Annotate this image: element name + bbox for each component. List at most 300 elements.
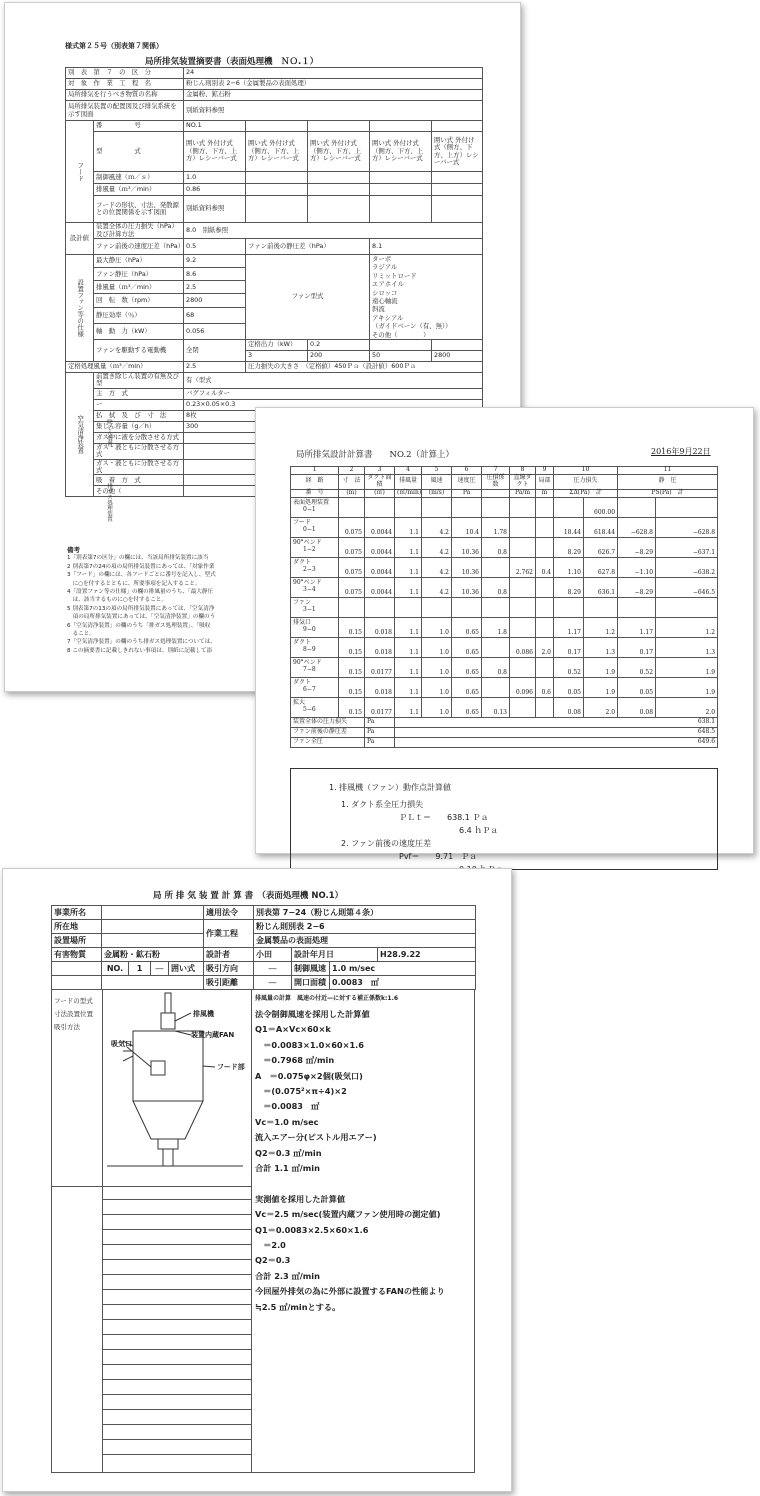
designer-value: 小田 — [254, 948, 292, 962]
calc-cell: 0.075 — [339, 517, 365, 537]
sub-header: (㎥/min) — [395, 489, 422, 497]
calc-line: ＝0.7968 ㎥/min — [255, 1055, 335, 1066]
no-label: NO. — [102, 962, 129, 976]
dust-row-label: ー — [94, 399, 184, 410]
row-value: 24 — [184, 68, 483, 79]
calc-cell: 0.52 — [554, 657, 584, 677]
route-name: 90°ベンド — [293, 579, 322, 587]
hood-type: 囲い式 外付け式（側方、下方、上方）レシーバー式 — [246, 132, 308, 172]
col-header: 圧損係数 — [482, 475, 510, 490]
calc-cell: 0.65 — [452, 677, 482, 697]
calc-cell: 0.08 — [554, 697, 584, 717]
hood-no-label: 番 号 — [94, 121, 184, 132]
total-value: 648.5 — [395, 727, 718, 737]
route-cell — [291, 537, 339, 557]
calc-cell: 1.1 — [395, 677, 422, 697]
note-line: 8 この摘要書に記載しきれない事項は、別紙に記載して添 — [67, 647, 213, 654]
calc-cell: 2.0 — [656, 697, 718, 717]
calc-cell: 1.1 — [395, 577, 422, 597]
sheet3-title: 局 所 排 気 装 置 計 算 書 （表面処理機 NO.1） — [153, 891, 344, 901]
calc-cell: 0.8 — [482, 537, 510, 557]
diagram-label-inlet: 吸気口 — [111, 1040, 132, 1048]
fan-row-label: 排風量（ｍ³／min） — [94, 281, 184, 294]
calc-cell: 0.13 — [482, 697, 510, 717]
calc-line — [255, 1176, 445, 1191]
route-name: ファン — [293, 599, 311, 607]
col-num: 11 — [618, 467, 718, 475]
calc-cell — [482, 557, 510, 577]
fan-row-value: 2800 — [184, 294, 246, 307]
total-unit: Pa — [365, 727, 395, 737]
sub-header: Pa/m — [510, 489, 536, 497]
row-label: 局所排気装置の配置図及び排気系統を示す図面 — [66, 101, 184, 121]
calc-cell: 4.2 — [422, 577, 452, 597]
route-cell — [291, 637, 339, 657]
design-vp-label: ファン前後の速度圧差（hPa） — [94, 239, 184, 255]
col-header: 排風量 — [395, 475, 422, 490]
calc-cell — [339, 497, 365, 517]
flow-calc-title: 排風量の計算 風速の付近—に対する補正係数k:1.6 — [255, 995, 399, 1002]
calc-cell: 4.2 — [422, 517, 452, 537]
route-cell — [291, 497, 339, 517]
design-sp-label: ファン前後の静圧差（hPa） — [246, 239, 370, 255]
hood-velocity-label: 制御風速（ｍ／ｓ） — [94, 172, 184, 184]
calc-cell — [510, 497, 536, 517]
calc-line: 法令制御風速を採用した計算値 — [255, 1009, 370, 1019]
sub-header: PS(Pa) 計 — [618, 489, 718, 497]
sub-header: m — [536, 489, 554, 497]
col-header: 風速 — [422, 475, 452, 490]
calc-row — [291, 677, 718, 697]
calc-cell: −638.2 — [656, 557, 718, 577]
fan-type: エアホイル — [372, 280, 404, 289]
motor-rpm: 2800 — [432, 351, 483, 362]
calc-cell — [422, 597, 452, 617]
design-vp: 0.5 — [184, 239, 246, 255]
calc-row — [291, 637, 718, 657]
calc-value: ＰＬｔ＝ 638.1 Ｐａ — [399, 813, 489, 822]
calc-row — [291, 597, 718, 617]
calc-value: Pvf＝ 9.71 Ｐａ — [399, 852, 478, 861]
route-number: 0−1 — [303, 526, 316, 534]
calc-cell: 627.8 — [584, 557, 618, 577]
fan-type: 遠心軸流 — [372, 297, 398, 306]
exhaust-calc-sheet — [2, 868, 512, 1492]
calc-cell: 1.2 — [584, 617, 618, 637]
fan-type-label: ファン型式 — [246, 255, 370, 340]
calc-cell: 1.78 — [482, 517, 510, 537]
exhaust-fan-box — [161, 1013, 175, 1029]
route-cell — [291, 577, 339, 597]
fan-type-list — [370, 255, 483, 340]
calc-line: ＝(0.075²×π÷4)×2 — [255, 1086, 347, 1097]
notes-block — [67, 546, 216, 655]
calc-row — [291, 537, 718, 557]
calc-step: 2. ファン前後の速度圧差 — [341, 839, 432, 848]
dust-row-value: 8枚 — [184, 410, 483, 421]
row-label: 対 象 作 業 工 程 名 — [66, 79, 184, 90]
gas-row: ガス・液ともに分散させる方式 — [94, 459, 184, 475]
route-name: フード — [293, 519, 311, 527]
calc-cell: 0.8 — [482, 657, 510, 677]
calc-cell — [365, 497, 395, 517]
motor-kw: 0.2 — [308, 340, 370, 351]
col-num: 4 — [395, 467, 422, 475]
calc-cell — [536, 617, 554, 637]
note-line: に○を付するとともに、所要事項を記入すること。 — [67, 580, 201, 587]
calc-cell: −628.8 — [656, 517, 718, 537]
design-section-label: 設計値 — [66, 223, 94, 255]
calc-line: ＝2.0 — [255, 1240, 286, 1251]
calc-cell: 0.52 — [618, 657, 656, 677]
design-loss: 8.0 別紙参照 — [184, 223, 483, 239]
total-value: 638.1 — [395, 717, 718, 727]
calc-cell: 618.44 — [584, 517, 618, 537]
hood-body — [133, 1031, 203, 1101]
row-value: 粉じん則別表 2−6（金属製品の表面処理） — [184, 79, 483, 90]
route-name: 90°ベンド — [293, 659, 322, 667]
gas-row: ガス中に液を分散させる方式 — [94, 432, 184, 443]
route-cell — [291, 677, 339, 697]
date-value: H28.9.22 — [378, 948, 476, 962]
company-label: 事業所名 — [52, 906, 102, 920]
calc-cell — [618, 497, 656, 517]
col-header: 経 路 — [291, 475, 339, 490]
calc-cell: 1.9 — [584, 657, 618, 677]
route-name: ダクト — [293, 679, 312, 687]
calc-cell: 0.0177 — [365, 657, 395, 677]
fan-type: ターボ — [372, 255, 392, 263]
calc-cell: 1.1 — [395, 557, 422, 577]
route-number: 1−2 — [303, 546, 316, 554]
sub-header: 番 号 — [291, 489, 339, 497]
route-number: 3−4 — [303, 586, 316, 594]
note-line: 3「フード」の欄には、各フードごとに番号を記入し、型式 — [67, 572, 216, 579]
hazard-label: 有害物質 — [52, 948, 102, 962]
sub-header: ΣΔ(Pa) 計 — [554, 489, 618, 497]
distance-value: ― — [254, 976, 292, 990]
row-value: 金属粉、鉱石粉 — [184, 90, 483, 101]
cleaner-section-label: 空気清浄装置 — [66, 373, 94, 497]
calc-cell — [482, 497, 510, 517]
inlet-port — [151, 1061, 165, 1075]
row-label: 別 表 第 ７ の 区 分 — [66, 68, 184, 79]
calc-cell — [482, 597, 510, 617]
dust-row-value: 300 — [184, 421, 483, 432]
calc-row — [291, 497, 718, 517]
total-unit: Pa — [365, 737, 395, 747]
dust-row-label: 払 拭 及 び 寸 法 — [94, 410, 184, 421]
design-sp: 8.1 — [370, 239, 483, 255]
hood-type: 囲い式 外付け式（側方、下方、上方）レシーバー式 — [308, 132, 370, 172]
calc-cell — [452, 597, 482, 617]
dust-row-label: 主 方 式 — [94, 388, 184, 399]
col-num: 9 — [536, 467, 554, 475]
calc-cell: 0.6 — [536, 677, 554, 697]
calc-cell: 1.2 — [656, 617, 718, 637]
hood-shape-label: フードの形状、寸法、発散源との位置関係を示す図面 — [94, 196, 184, 223]
fan-row-value: 2.5 — [184, 281, 246, 294]
hood-no: NO.1 — [184, 121, 246, 132]
calc-cell — [395, 597, 422, 617]
motor-label: ファンを駆動する電動機 — [94, 340, 184, 362]
calc-cell — [510, 617, 536, 637]
route-number: 3−1 — [303, 606, 316, 614]
calc-cell: 0.17 — [554, 637, 584, 657]
total-label: ファン前後の静圧差 — [291, 727, 365, 737]
fan-row-label: 静圧効率（％） — [94, 307, 184, 323]
dust-row-value: バグフィルター — [184, 388, 483, 399]
note-line: 4「設置ファン等の仕様」の欄の排風量のうち、「最大静圧 — [67, 589, 214, 596]
calc-cell: 0.15 — [339, 617, 365, 637]
calc-cell — [510, 537, 536, 557]
route-cell — [291, 597, 339, 617]
total-value: 649.6 — [395, 737, 718, 747]
calc-cell: 0.0177 — [365, 697, 395, 717]
calc-line: Vc＝2.5 m/sec(装置内蔵ファン使用時の測定値) — [255, 1209, 441, 1220]
motor-phase: 3 — [246, 351, 308, 362]
calc-line: 合計 2.3 ㎥/min — [255, 1270, 320, 1281]
calc-date: 2016年9月22日 — [651, 447, 711, 456]
calc-line: Q1＝0.0083×2.5×60×1.6 — [255, 1224, 369, 1235]
gas-row: ガス・液ともに分散させる方式 — [94, 443, 184, 459]
calc-cell — [584, 597, 618, 617]
calc-cell: 1.1 — [395, 537, 422, 557]
calc-cell: 0.0044 — [365, 557, 395, 577]
calc-cell: 1.3 — [656, 637, 718, 657]
sub-header: Pa — [452, 489, 482, 497]
design-loss-label: 装置全体の圧力損失（hPa）及び計算方法 — [94, 223, 184, 239]
col-header: 速度圧 — [452, 475, 482, 490]
calc-cell: 0.075 — [339, 557, 365, 577]
calc-cell: 0.65 — [452, 697, 482, 717]
fan-row-value: 9.2 — [184, 255, 246, 268]
calc-cell — [482, 637, 510, 657]
fan-row-label: 最大静圧（hPa） — [94, 255, 184, 268]
opening-value: 0.0083 ㎡ — [330, 976, 476, 990]
route-name: 排気口 — [293, 619, 312, 627]
col-header: ダクト面積 — [365, 475, 395, 490]
rated-value: 2.5 — [184, 362, 246, 373]
gas-row: その他（ — [94, 486, 184, 497]
route-name: 拡大 — [293, 699, 306, 707]
hood-type: 囲い式 外付け式（側方、下方、上方）レシーバー式 — [370, 132, 432, 172]
calc-cell: 1.1 — [395, 657, 422, 677]
hood-type: 囲い式 外付け式（側方、下方、上方）レシーバー式 — [184, 132, 246, 172]
note-line: は、該当するものに○を付すること。 — [67, 597, 167, 604]
calc-rows — [291, 497, 718, 717]
calc-cell: 2.0 — [536, 637, 554, 657]
col-num: 8 — [510, 467, 536, 475]
equipment-diagram — [103, 991, 249, 1181]
calc-cell — [554, 597, 584, 617]
exhaust-duct — [165, 993, 171, 1013]
sub-header: (m/s) — [422, 489, 452, 497]
calc-cell: 0.05 — [554, 677, 584, 697]
calc-cell — [656, 597, 718, 617]
motor-volt: 200 — [308, 351, 370, 362]
calc-cell: −8.29 — [618, 577, 656, 597]
calc-cell: 1.17 — [554, 617, 584, 637]
col-num: 2 — [339, 467, 365, 475]
flow-calc-lines — [255, 1007, 445, 1315]
calc-cell: −8.29 — [618, 537, 656, 557]
calc-cell — [365, 597, 395, 617]
hood-flow: 0.86 — [184, 184, 246, 196]
location-label: 所在地 — [52, 920, 102, 934]
dust-row-value: 有（型式 — [184, 373, 483, 389]
hood-description-label: フードの型式寸法設置位置吸引方法 — [54, 997, 93, 1031]
calc-cell: 10.36 — [452, 537, 482, 557]
calc-cell: 4.2 — [422, 537, 452, 557]
no-value: 1 — [129, 962, 151, 976]
diagram-label-fan: 装置内蔵FAN — [191, 1031, 235, 1039]
motor-type: 全閉 — [184, 340, 246, 362]
calc-cell — [452, 497, 482, 517]
calc-cell: 10.4 — [452, 517, 482, 537]
calc-line: 今回屋外排気の為に外部に設置するFANの性能より — [255, 1286, 445, 1297]
calc-cell: 2.762 — [510, 557, 536, 577]
calc-cell: 0.075 — [339, 537, 365, 557]
route-number: 5−6 — [303, 706, 316, 714]
law-label: 適用法令 — [204, 906, 254, 920]
opening-label: 開口面積 — [292, 976, 330, 990]
dust-row-label: 集じん容量（g／h） — [94, 421, 184, 432]
calc-cell: 0.018 — [365, 677, 395, 697]
calc-cell: 0.4 — [536, 557, 554, 577]
document-title: 局所排気装置摘要書（表面処理機 ＮＯ.１） — [145, 57, 319, 67]
route-name: 90°ベンド — [293, 539, 322, 547]
calc-row — [291, 617, 718, 637]
route-number: 0−1 — [303, 506, 316, 514]
calc-cell: 1.9 — [584, 677, 618, 697]
sub-header — [482, 489, 510, 497]
calc-line: 実測値を採用した計算値 — [255, 1193, 346, 1204]
calc-line: A ＝0.075φ×2個(吸気口) — [255, 1070, 363, 1081]
note-line: ること。 — [67, 631, 95, 638]
calc-cell: 0.15 — [339, 657, 365, 677]
calc-cell: 1.0 — [422, 637, 452, 657]
col-header: 静 圧 — [618, 475, 718, 490]
direction-value: ― — [254, 962, 292, 976]
calc-cell: 0.0044 — [365, 537, 395, 557]
total-label: ファン全圧 — [291, 737, 365, 747]
calc-cell: 1.0 — [422, 677, 452, 697]
hood-flow-label: 排風量（ｍ³／min） — [94, 184, 184, 196]
calc-cell: 1.9 — [656, 657, 718, 677]
route-cell — [291, 617, 339, 637]
route-name: ダクト — [293, 639, 312, 647]
calc-cell: 8.29 — [554, 577, 584, 597]
fan-operating-point-box — [290, 768, 718, 870]
calc-cell — [536, 537, 554, 557]
fan-row-value: 0.056 — [184, 323, 246, 339]
calc-cell — [510, 697, 536, 717]
calc-cell — [536, 657, 554, 677]
dust-row-value: 0.23×0.05×0.3 — [184, 399, 483, 410]
calc-cell: 600.00 — [584, 497, 618, 517]
calc-cell: 1.8 — [482, 617, 510, 637]
col-header: 圧力損失 — [554, 475, 618, 490]
calc-cell: 1.0 — [422, 657, 452, 677]
calc-table — [290, 466, 718, 748]
law-value: 別表第 7−24（粉じん則第４条） — [254, 906, 476, 920]
sub-header: (㎡) — [365, 489, 395, 497]
col-header: 直線ダクト — [510, 475, 536, 490]
fan-type: シロッコ — [372, 288, 398, 297]
calc-heading: 1. 排風機（ファン）動作点計算値 — [329, 783, 452, 792]
col-num: 10 — [554, 467, 618, 475]
hood-type-label: 型 式 — [94, 132, 184, 172]
control-label: 制御風速 — [292, 962, 330, 976]
calc-cell: −1.10 — [618, 557, 656, 577]
calc-cell: 1.17 — [618, 617, 656, 637]
total-label: 装置全体の圧力損失 — [291, 717, 365, 727]
calc-cell: 1.9 — [656, 677, 718, 697]
calc-cell: 1.1 — [395, 617, 422, 637]
place-label: 設置場所 — [52, 934, 102, 948]
col-num: 7 — [482, 467, 510, 475]
calc-cell — [536, 597, 554, 617]
calc-cell: 1.1 — [395, 517, 422, 537]
hood-type-value: 囲い式 — [169, 962, 204, 976]
fan-type: ラジアル — [372, 263, 398, 272]
calc-cell — [536, 517, 554, 537]
calc-cell: 636.1 — [584, 577, 618, 597]
calc-cell: 626.7 — [584, 537, 618, 557]
route-cell — [291, 657, 339, 677]
calc-cell: 1.0 — [422, 617, 452, 637]
distance-label: 吸引距離 — [204, 976, 254, 990]
process-value-2: 金属製品の表面処理 — [254, 934, 476, 948]
direction-label: 吸引方向 — [204, 962, 254, 976]
dust-collector-label: 除じん装置 — [106, 419, 112, 447]
calc-cell: 0.05 — [618, 677, 656, 697]
calc-cell: 4.2 — [422, 557, 452, 577]
process-value-1: 粉じん則別表 2−6 — [254, 920, 476, 934]
hood-velocity: 1.0 — [184, 172, 246, 184]
calc-row — [291, 517, 718, 537]
calc-step: 1. ダクト系全圧力損失 — [341, 800, 424, 809]
route-number: 2−3 — [303, 566, 316, 574]
row-label: 局所排気を行うべき物質の名称 — [66, 90, 184, 101]
calc-cell: 0.15 — [339, 697, 365, 717]
calc-title: 局所排気設計計算書 NO.2（計算上） — [296, 450, 455, 460]
fan-type: （ガイドベーン（有、無）） — [372, 322, 452, 331]
calc-cell — [618, 597, 656, 617]
note-line: 2 別表第7の24の項の局所排気装置にあっては、「対象作業 — [67, 563, 215, 570]
calc-cell — [554, 497, 584, 517]
calc-row — [291, 577, 718, 597]
calc-cell — [395, 497, 422, 517]
fan-type: その他（ ） — [372, 330, 430, 339]
hood-outlet — [158, 1139, 178, 1149]
fan-section-label: 設置ファン等の仕様 — [66, 255, 94, 362]
fan-row-label: 軸 動 力（kW） — [94, 323, 184, 339]
calc-row — [291, 657, 718, 677]
calc-line: Q1＝A×Vc×60×k — [255, 1024, 331, 1035]
note-line: 項の局所排気装置にあっては、「空気清浄装置」の欄のう — [67, 614, 216, 621]
hood-section-label: フード — [66, 121, 94, 223]
calc-cell — [339, 597, 365, 617]
calc-cell: 0.17 — [618, 637, 656, 657]
control-value: 1.0 m/sec — [330, 962, 476, 976]
col-num: 6 — [452, 467, 482, 475]
designer-label: 設計者 — [204, 948, 254, 962]
route-cell — [291, 697, 339, 717]
total-unit: Pa — [365, 717, 395, 727]
col-header: 寸 法 — [339, 475, 365, 490]
